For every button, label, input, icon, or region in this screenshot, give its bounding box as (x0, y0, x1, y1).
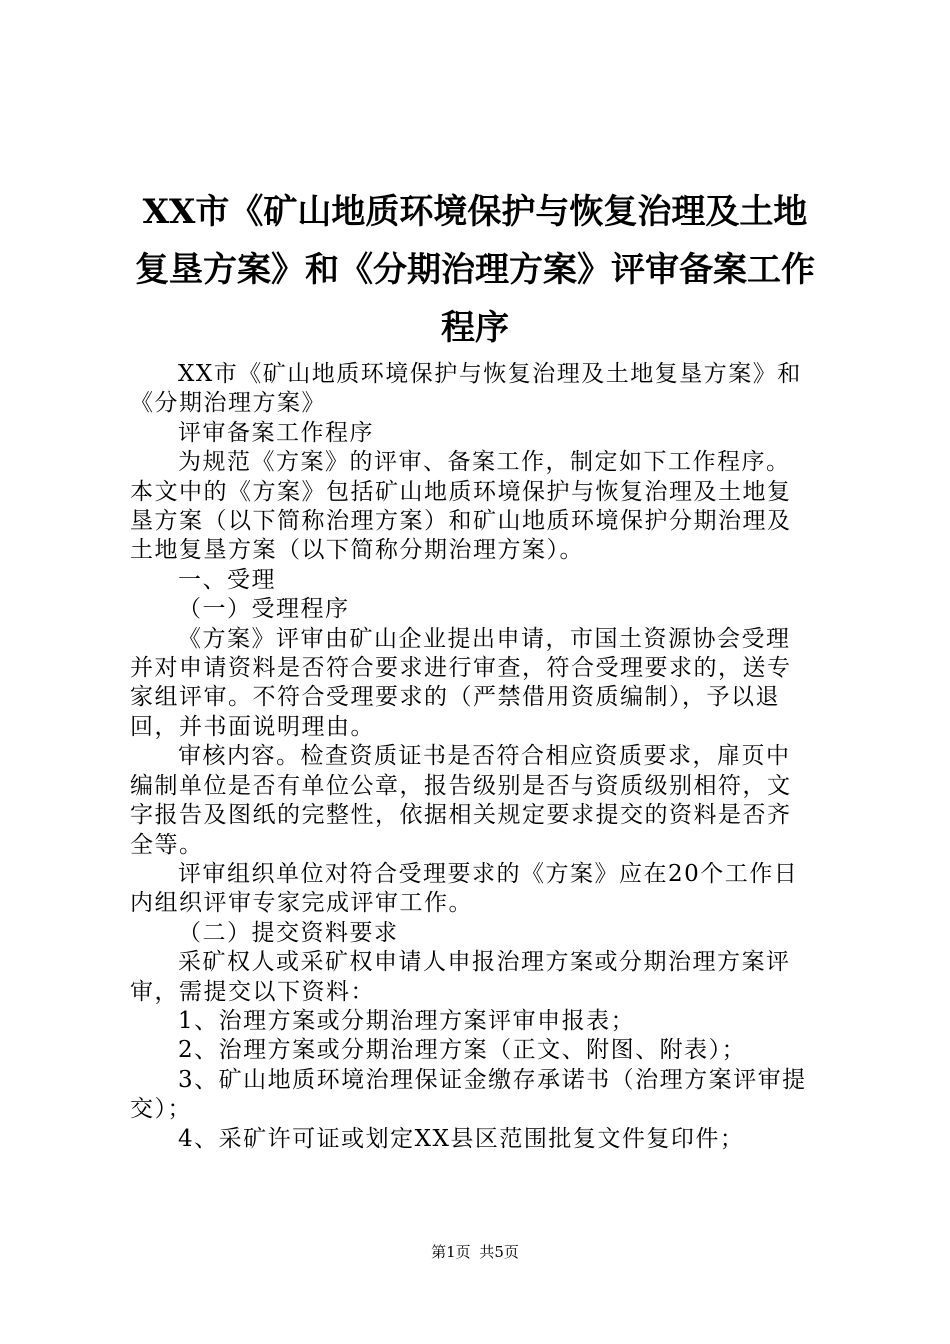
body-line: 垦方案（以下简称治理方案）和矿山地质环境保护分期治理及 (130, 508, 792, 535)
body-line: 全等。 (130, 831, 204, 858)
body-line: 家组评审。不符合受理要求的（严禁借用资质编制），予以退 (130, 684, 780, 711)
body-line: 审核内容。检查资质证书是否符合相应资质要求，扉页中 (178, 743, 791, 770)
body-line: 3、矿山地质环境治理保证金缴存承诺书（治理方案评审提 (178, 1066, 807, 1093)
page-total: 共5页 (479, 1243, 519, 1261)
body-line: 4、采矿许可证或划定XX县区范围批复文件复印件； (178, 1125, 745, 1152)
body-line: 内组织评审专家完成评审工作。 (130, 890, 473, 917)
body-line: 土地复垦方案（以下简称分期治理方案）。 (130, 537, 584, 564)
body-line: 评审组织单位对符合受理要求的《方案》应在20个工作日 (178, 860, 799, 887)
body-line: 1、治理方案或分期治理方案评审申报表； (178, 1007, 636, 1034)
body-line: 编制单位是否有单位公章，报告级别是否与资质级别相符，文 (130, 772, 792, 799)
document-body (130, 360, 830, 1154)
body-line: 并对申请资料是否符合要求进行审查，符合受理要求的，送专 (130, 655, 792, 682)
title-line-3: 程序 (441, 308, 509, 348)
document-title (110, 183, 840, 357)
body-line: 一、受理 (178, 566, 276, 593)
body-line: 审，需提交以下资料： (130, 978, 375, 1005)
body-line: 字报告及图纸的完整性，依据相关规定要求提交的资料是否齐 (130, 802, 792, 829)
body-line: 回，并书面说明理由。 (130, 713, 375, 740)
body-line: 2、治理方案或分期治理方案（正文、附图、附表）； (178, 1037, 747, 1064)
title-line-1: XX市《矿山地质环境保护与恢复治理及土地 (142, 192, 808, 232)
body-line: 交）； (130, 1096, 192, 1123)
body-line: 评审备案工作程序 (178, 419, 374, 446)
body-line: 《分期治理方案》 (130, 390, 326, 417)
page-footer (0, 1242, 950, 1262)
body-line: 《方案》评审由矿山企业提出申请，市国土资源协会受理 (178, 625, 791, 652)
title-line-2: 复垦方案》和《分期治理方案》评审备案工作 (135, 250, 815, 290)
body-line: （二）提交资料要求 (178, 919, 399, 946)
body-line: 本文中的《方案》包括矿山地质环境保护与恢复治理及土地复 (130, 478, 792, 505)
body-line: 为规范《方案》的评审、备案工作，制定如下工作程序。 (178, 449, 791, 476)
body-line: 采矿权人或采矿权申请人申报治理方案或分期治理方案评 (178, 949, 791, 976)
page-number: 第1页 (431, 1243, 471, 1261)
body-line: （一）受理程序 (178, 596, 350, 623)
body-line: XX市《矿山地质环境保护与恢复治理及土地复垦方案》和 (178, 361, 802, 387)
